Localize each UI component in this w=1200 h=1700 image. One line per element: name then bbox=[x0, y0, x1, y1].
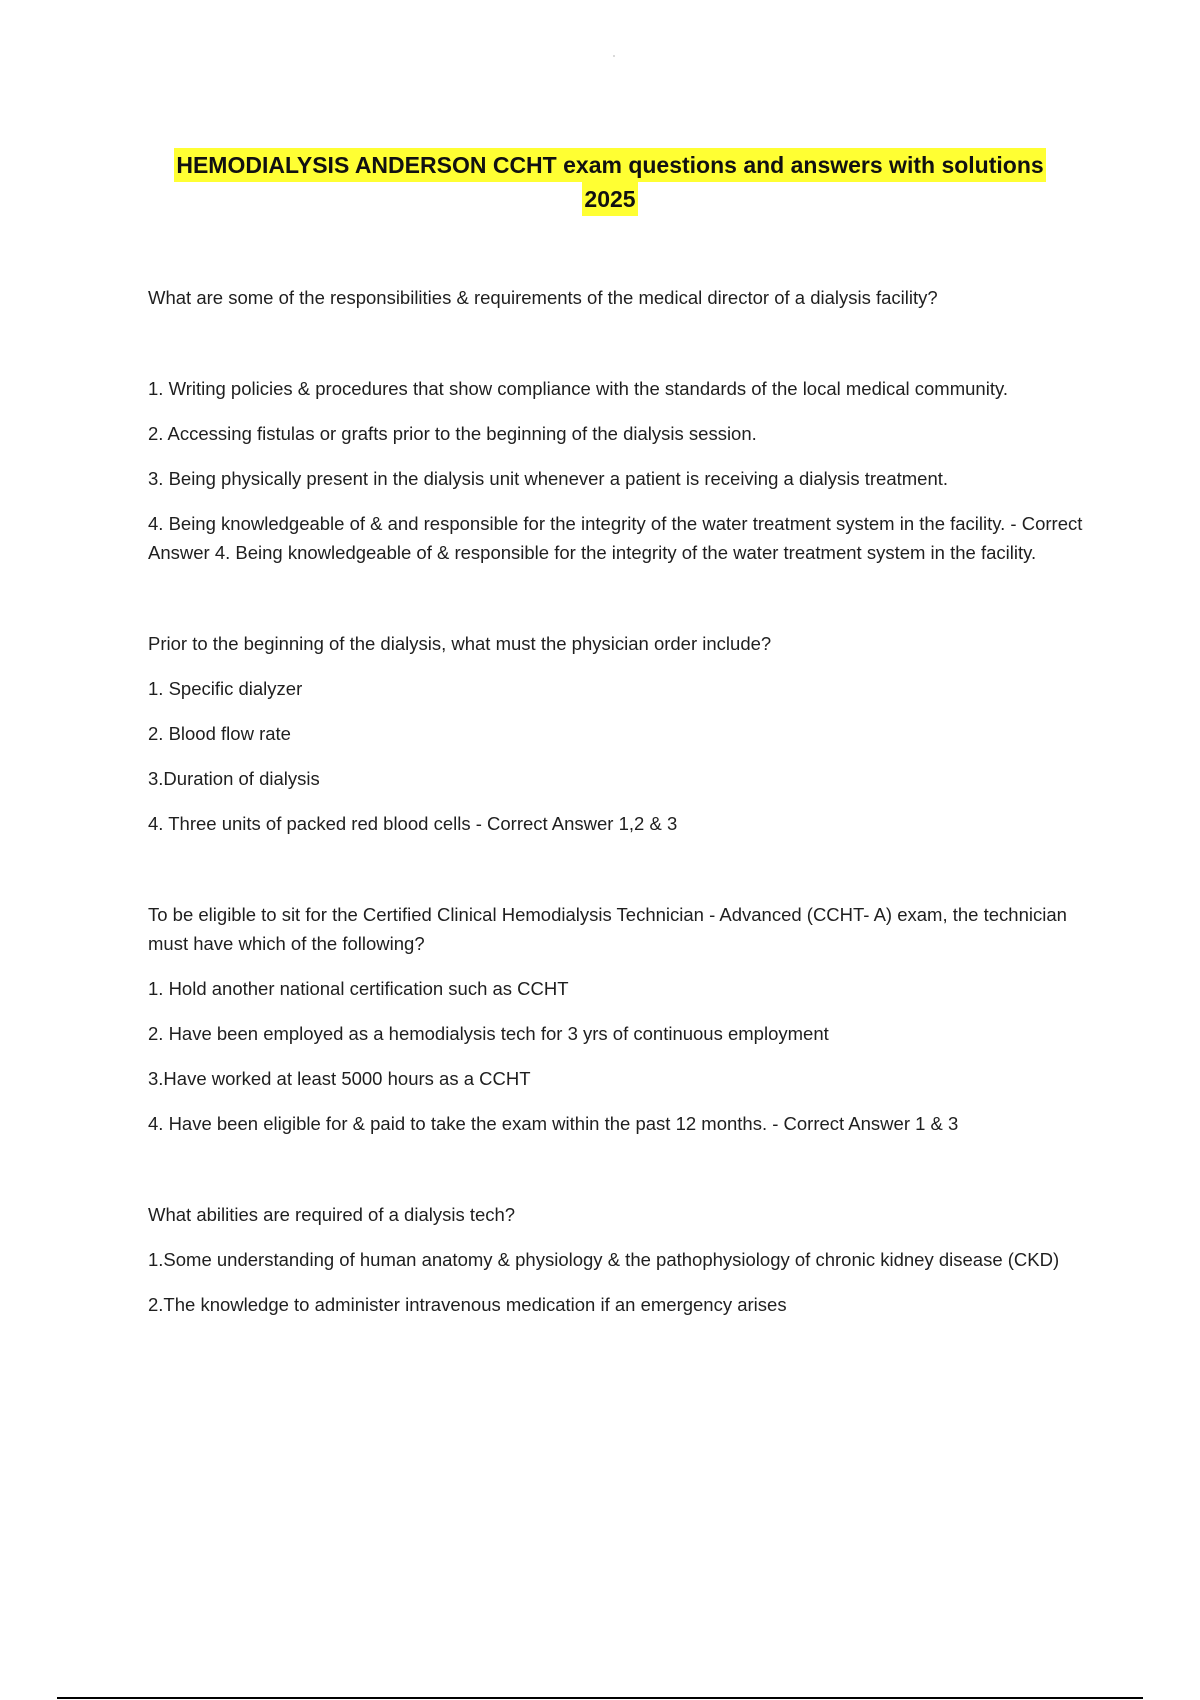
answer-option: 1.Some understanding of human anatomy & physiology & the pathophysiology of chronic kidney disease (CKD) bbox=[148, 1249, 1060, 1270]
question-text: To be eligible to sit for the Certified Clinical Hemodialysis Technician - Advanced (CCHT- A) exam, the technician must have which of the following? bbox=[148, 904, 1067, 954]
answer-option: 2. Blood flow rate bbox=[148, 723, 291, 744]
answer-option: 1. Specific dialyzer bbox=[148, 678, 303, 699]
question-block-3 bbox=[148, 900, 1092, 1138]
question-block-4 bbox=[148, 1200, 1092, 1319]
answer-option-with-correct-answer: 4. Three units of packed red blood cells - Correct Answer 1,2 & 3 bbox=[148, 813, 678, 834]
answer-option: 2.The knowledge to administer intravenous medication if an emergency arises bbox=[148, 1294, 787, 1315]
answer-option: 1. Hold another national certification such as CCHT bbox=[148, 978, 569, 999]
answer-option: 1. Writing policies & procedures that show compliance with the standards of the local medical community. bbox=[148, 378, 1008, 399]
answer-option: 3.Duration of dialysis bbox=[148, 768, 320, 789]
question-text: What abilities are required of a dialysis tech? bbox=[148, 1204, 516, 1225]
title-line-1: HEMODIALYSIS ANDERSON CCHT exam questions and answers with solutions bbox=[174, 148, 1045, 182]
answer-option: 2. Have been employed as a hemodialysis tech for 3 yrs of continuous employment bbox=[148, 1023, 829, 1044]
title-line-2: 2025 bbox=[582, 182, 637, 216]
question-block-2 bbox=[148, 629, 1092, 838]
answer-option: 2. Accessing fistulas or grafts prior to the beginning of the dialysis session. bbox=[148, 423, 757, 444]
answer-option-with-correct-answer: 4. Being knowledgeable of & and responsible for the integrity of the water treatment system in the facility. - Correct Answer 4. Being knowledgeable of & responsible for the integrity of the water treatment system in the facility. bbox=[148, 513, 1083, 563]
answer-option: 3.Have worked at least 5000 hours as a CCHT bbox=[148, 1068, 531, 1089]
footer-divider bbox=[57, 1697, 1143, 1699]
questions-list bbox=[148, 283, 1092, 1319]
document-title bbox=[150, 148, 1070, 216]
answer-option-with-correct-answer: 4. Have been eligible for & paid to take the exam within the past 12 months. - Correct Answer 1 & 3 bbox=[148, 1113, 959, 1134]
answer-option: 3. Being physically present in the dialysis unit whenever a patient is receiving a dialysis treatment. bbox=[148, 468, 949, 489]
question-text: What are some of the responsibilities & requirements of the medical director of a dialysis facility? bbox=[148, 287, 938, 308]
question-text: Prior to the beginning of the dialysis, what must the physician order include? bbox=[148, 633, 772, 654]
question-block-1 bbox=[148, 283, 1092, 567]
scan-speck bbox=[613, 55, 615, 57]
